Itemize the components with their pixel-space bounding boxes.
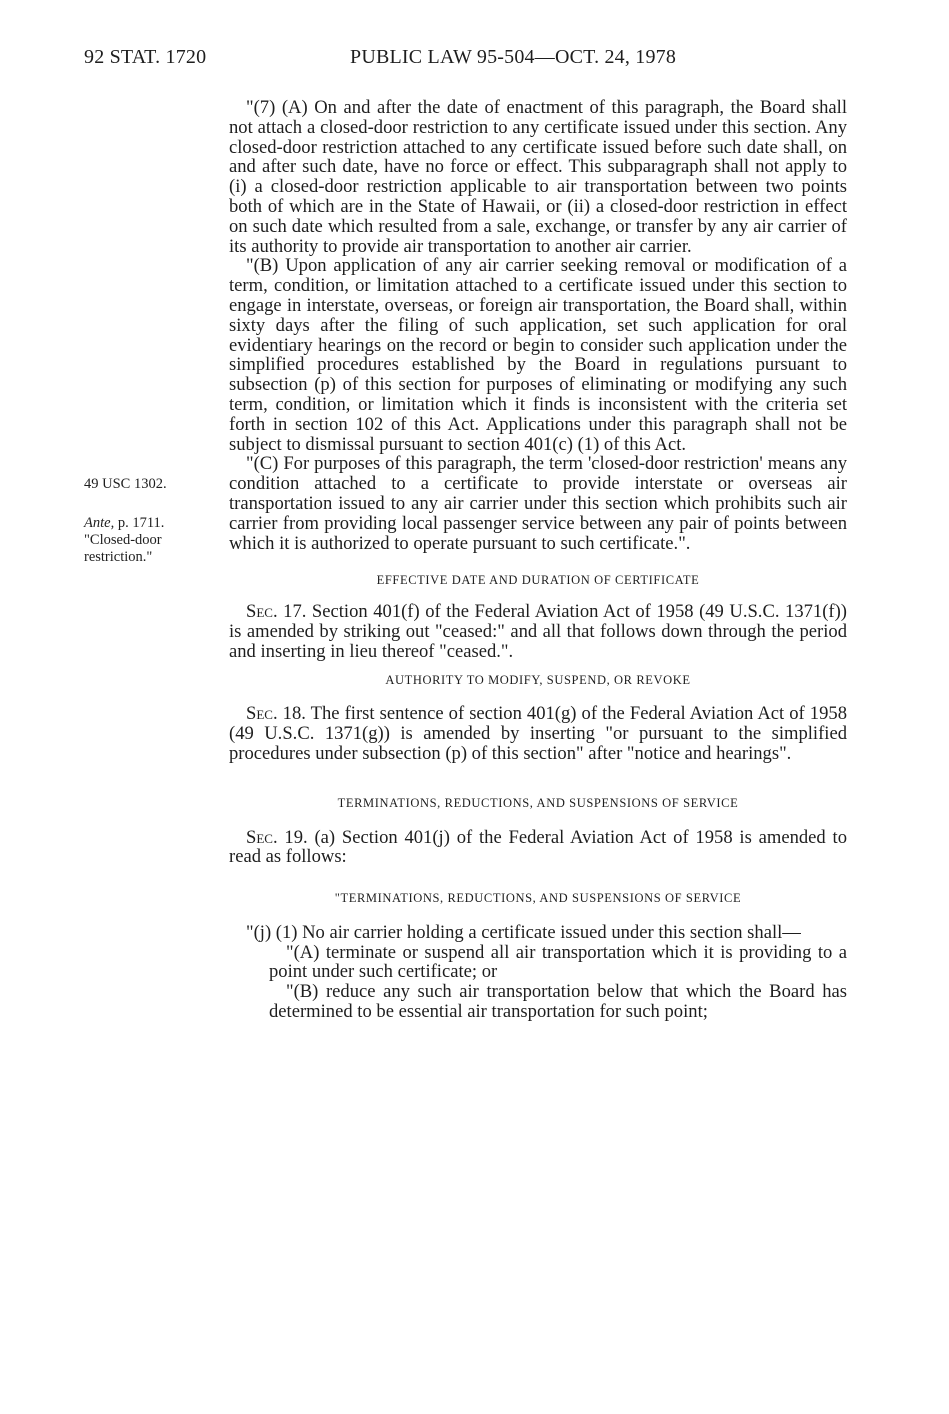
section-17 [229,602,847,661]
margin-note-closed-door-2: restriction." [84,549,153,565]
paragraph-7a: "(7) (A) On and after the date of enactment of this paragraph, the Board shall not attach a closed-door restriction to any certificate issued under this section. Any closed-door restriction attached to any certificate issued before such date shall, on and after such date, have no force or effect. This subparagraph shall not apply to (i) a closed-door restriction applicable to air transportation between two points both of which are in the State of Hawaii, or (ii) a closed-door restriction in effect on such date which resulted from a sale, exchange, or transfer by any air carrier of its authority to provide air transportation to another air carrier. [229,97,847,257]
paragraph-j1: "(j) (1) No air carrier holding a certificate issued under this section shall— [246,921,801,943]
section-heading-authority: AUTHORITY TO MODIFY, SUSPEND, OR REVOKE [385,672,691,687]
margin-notes [84,476,214,566]
section-18-text: 18. The first sentence of section 401(g) of the Federal Aviation Act of 1958 (49 U.S.C. 1371(g)) is amended by inserting "or pursuant to the simplified procedures under subsection (p) of this section" after "notice and hearings". [229,703,847,764]
section-18 [229,704,847,763]
section-17-label: Sec. [246,601,278,623]
running-header: PUBLIC LAW 95-504—OCT. 24, 1978 [350,46,677,68]
statute-page-number: 92 STAT. 1720 [84,46,207,68]
section-heading-terminations: TERMINATIONS, REDUCTIONS, AND SUSPENSIONS OF SERVICE [337,795,739,810]
section-19-label: Sec. [246,826,278,848]
paragraph-j1-a: "(A) terminate or suspend all air transportation which it is providing to a point under such certificate; or [269,941,847,983]
section-19-text: 19. (a) Section 401(j) of the Federal Aviation Act of 1958 is amended to read as follows: [229,826,847,868]
section-19 [229,828,847,868]
section-17-text: 17. Section 401(f) of the Federal Aviation Act of 1958 (49 U.S.C. 1371(f)) is amended by striking out "ceased:" and all that follows down through the period and inserting in lieu thereof "ceased.". [229,601,847,662]
paragraph-j1-b: "(B) reduce any such air transportation below that which the Board has determined to be essential air transportation for such point; [269,981,847,1023]
margin-note-ante [84,515,214,532]
body-text [229,98,847,1022]
margin-note-ante-italic: Ante, [84,515,115,531]
section-18-label: Sec. [246,703,278,725]
quoted-heading-terminations: "TERMINATIONS, REDUCTIONS, AND SUSPENSIONS OF SERVICE [334,891,742,906]
margin-note-usc: 49 USC 1302. [84,476,167,492]
section-heading-effective-date: EFFECTIVE DATE AND DURATION OF CERTIFICATE [376,573,700,588]
margin-note-ante-page: p. 1711. [114,515,165,531]
paragraph-7c: "(C) For purposes of this paragraph, the term 'closed-door restriction' means any condition attached to a certificate to provide interstate or overseas air transportation issued to any air carrier under this section which prohibits such air carrier from providing local passenger service between any pair of points between which it is authorized to operate pursuant to such certificate.". [229,453,847,554]
paragraph-7b: "(B) Upon application of any air carrier seeking removal or modification of a term, condition, or limitation attached to a certificate issued under this section to engage in interstate, overseas, or foreign air transportation, the Board shall, within sixty days after the filing of such application, set such application for oral evidentiary hearings on the record or begin to consider such application under the simplified procedures established by the Board in regulations pursuant to subsection (p) of this section for purposes of eliminating or modifying any such term, condition, or limitation which it finds is inconsistent with the criteria set forth in section 102 of this Act. Applications under this paragraph shall not be subject to dismissal pursuant to section 401(c) (1) of this Act. [229,255,847,455]
margin-note-closed-door-1: "Closed-door [84,532,162,548]
